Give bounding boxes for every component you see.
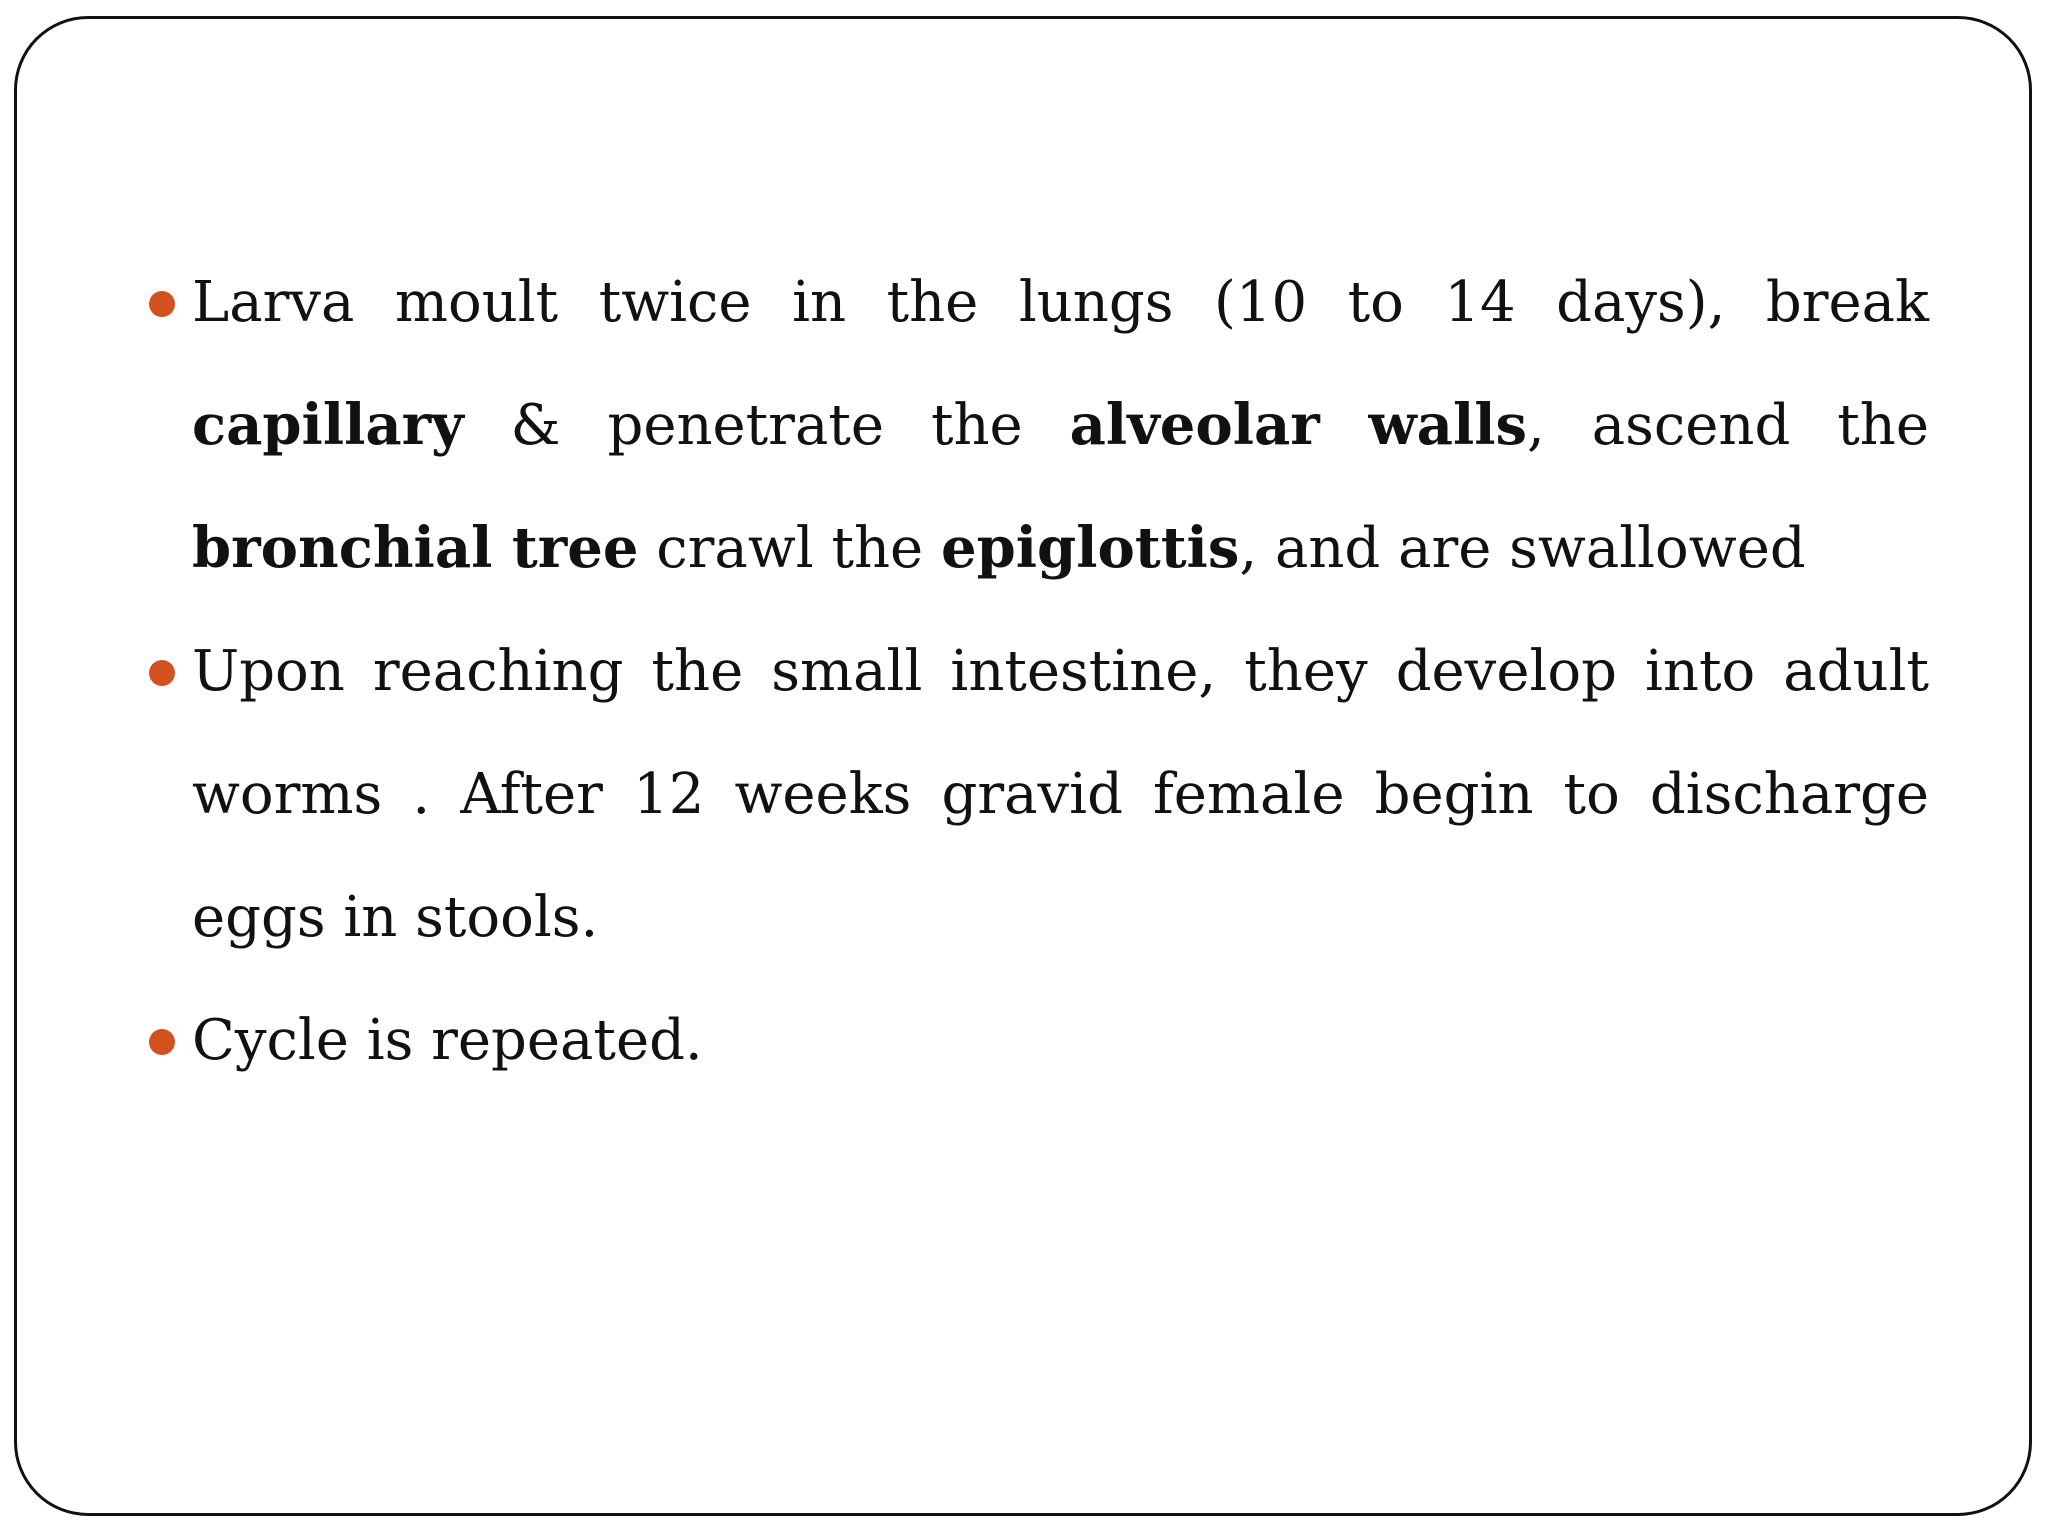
bullet-dot-icon xyxy=(149,660,175,686)
bullet-text xyxy=(192,979,1929,1102)
slide-frame xyxy=(14,16,2032,1516)
bold-term-epiglottis: epiglottis xyxy=(940,515,1240,581)
bullet-dot-icon xyxy=(149,291,175,317)
text-segment: crawl the xyxy=(638,516,941,581)
bullet-text xyxy=(192,241,1929,610)
bullet-text xyxy=(192,610,1929,979)
text-segment: & penetrate the xyxy=(463,393,1070,458)
bullet-item xyxy=(149,610,1929,979)
bold-term-bronchial-tree: bronchial tree xyxy=(192,515,639,581)
bullet-item xyxy=(149,241,1929,610)
text-segment: Cycle is repeated. xyxy=(192,1008,703,1073)
text-segment: , and are swallowed xyxy=(1239,516,1806,581)
bullet-item xyxy=(149,979,1929,1102)
bold-term-capillary: capillary xyxy=(192,392,464,458)
text-segment: Upon reaching the small intestine, they develop into adult worms . After 12 weeks gravid female begin to discharge eggs in stools. xyxy=(192,639,1929,950)
text-segment: , ascend the xyxy=(1527,393,1930,458)
bullet-list xyxy=(149,241,1929,1102)
text-segment: Larva moult twice in the lungs (10 to 14 days), break xyxy=(192,270,1929,335)
bold-term-alveolar-walls: alveolar walls xyxy=(1069,392,1528,458)
bullet-dot-icon xyxy=(149,1029,175,1055)
